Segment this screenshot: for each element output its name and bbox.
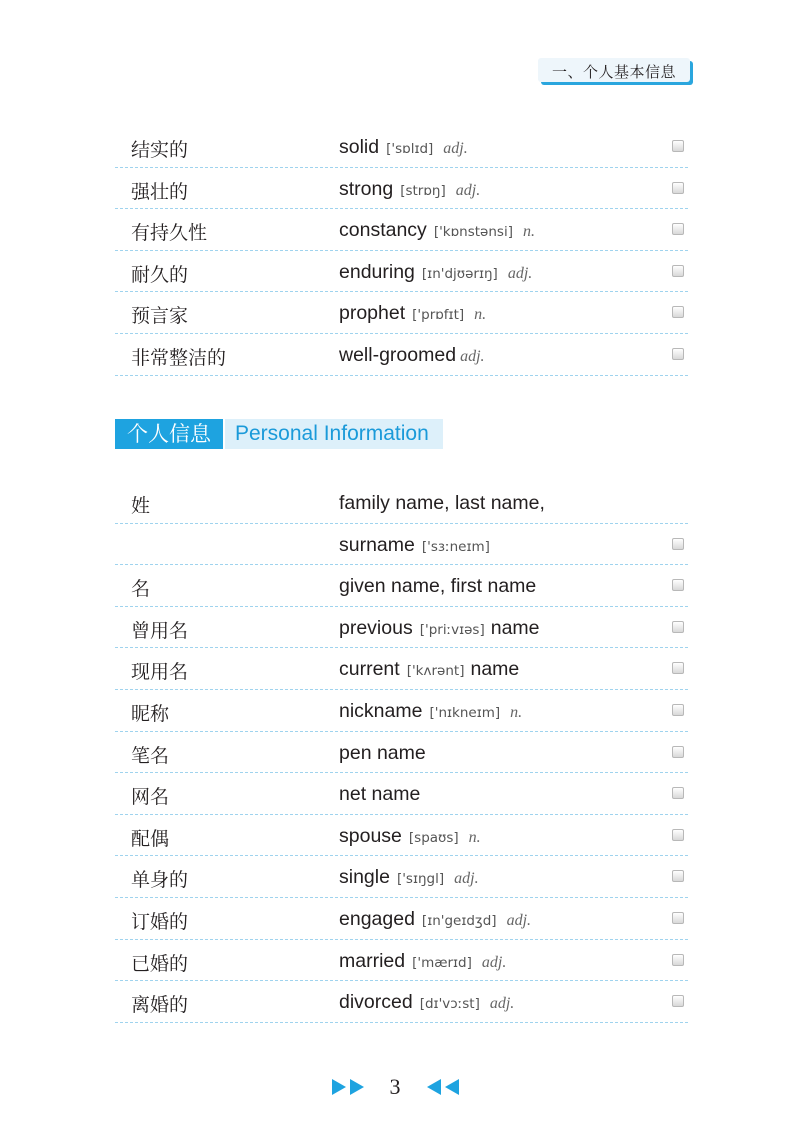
vocab-row <box>115 565 690 607</box>
english-term: given name, first name <box>339 575 537 598</box>
vocab-row <box>115 168 690 210</box>
checkbox[interactable] <box>672 662 684 674</box>
english-term: strong <box>339 177 394 200</box>
vocab-row <box>115 648 690 690</box>
checkbox[interactable] <box>672 995 684 1007</box>
phonetic: ['nɪkneɪm] <box>429 704 501 721</box>
part-of-speech: adj. <box>507 264 533 282</box>
part-of-speech: adj. <box>489 995 515 1013</box>
part-of-speech: adj. <box>443 140 468 157</box>
chinese-term: 预言家 <box>131 305 189 328</box>
checkbox[interactable] <box>672 140 684 152</box>
checkbox[interactable] <box>672 306 684 318</box>
phonetic: ['sɒlɪd] <box>386 141 434 157</box>
chinese-term: 耐久的 <box>131 263 189 286</box>
chinese-term: 配偶 <box>131 827 170 850</box>
english-term: divorced <box>339 991 413 1014</box>
english-term: current <box>339 658 400 681</box>
phonetic: [dɪ'vɔːst] <box>419 996 480 1013</box>
english-term-group <box>339 783 420 806</box>
chinese-term: 曾用名 <box>131 619 189 642</box>
chapter-title: 一、个人基本信息 <box>551 63 676 81</box>
english-term: single <box>339 866 390 889</box>
vocab-row <box>115 732 690 774</box>
vocab-row <box>115 898 690 940</box>
page-footer <box>0 1074 790 1100</box>
checkbox[interactable] <box>672 787 684 799</box>
english-term: married <box>339 949 406 972</box>
vocab-row <box>115 690 690 732</box>
english-term: pen name <box>339 741 426 764</box>
phonetic: ['priːvɪəs] <box>419 621 485 638</box>
english-term-group <box>339 908 531 931</box>
part-of-speech: adj. <box>454 870 479 888</box>
english-term: prophet <box>339 302 406 325</box>
left-arrows-icon <box>423 1079 459 1095</box>
vocab-row <box>115 607 690 649</box>
english-term-group <box>339 178 480 201</box>
english-term-group <box>339 492 545 515</box>
checkbox[interactable] <box>672 621 684 633</box>
vocab-row <box>115 856 690 898</box>
chinese-term: 姓 <box>131 495 151 517</box>
english-term-group <box>339 302 486 325</box>
english-term: engaged <box>339 907 415 930</box>
chinese-term: 名 <box>131 578 151 601</box>
phonetic: ['kʌrənt] <box>406 663 465 680</box>
vocab-row <box>115 292 690 334</box>
checkbox[interactable] <box>672 223 684 235</box>
phonetic: ['sɪŋgl] <box>396 871 445 888</box>
vocab-row <box>115 815 690 857</box>
english-term: surname <box>339 533 415 556</box>
vocab-list-top <box>115 126 690 376</box>
vocab-row <box>115 524 690 566</box>
english-term-group <box>339 742 426 765</box>
english-term-group <box>339 617 540 640</box>
phonetic: [ɪn'djʊərɪŋ] <box>421 265 498 282</box>
part-of-speech: adj. <box>460 347 485 365</box>
chapter-tab <box>538 58 690 82</box>
english-term-group <box>339 950 506 973</box>
phonetic: ['prɒfɪt] <box>412 307 465 324</box>
part-of-speech: adj. <box>455 181 481 199</box>
english-term-group <box>339 700 522 723</box>
part-of-speech: adj. <box>506 911 532 929</box>
checkbox[interactable] <box>672 579 684 591</box>
english-term: spouse <box>339 824 402 847</box>
part-of-speech: n. <box>468 828 481 846</box>
chinese-term: 单身的 <box>131 869 189 892</box>
english-term-group <box>339 991 514 1014</box>
checkbox[interactable] <box>672 870 684 882</box>
checkbox[interactable] <box>672 954 684 966</box>
checkbox[interactable] <box>672 829 684 841</box>
phonetic: [ɪn'geɪdʒd] <box>421 912 497 929</box>
english-term: family name, last name, <box>339 492 545 514</box>
vocab-row <box>115 940 690 982</box>
chinese-term: 现用名 <box>131 661 189 684</box>
english-term-suffix: name <box>490 616 540 639</box>
chinese-term: 结实的 <box>131 139 189 161</box>
vocab-row <box>115 482 690 524</box>
checkbox[interactable] <box>672 704 684 716</box>
english-term-group <box>339 658 519 681</box>
part-of-speech: n. <box>522 223 535 241</box>
part-of-speech: adj. <box>481 953 507 971</box>
section-title-en: Personal Information <box>225 419 443 449</box>
english-term-group <box>339 136 468 159</box>
english-term: well-groomed <box>339 343 457 366</box>
part-of-speech: n. <box>474 306 487 324</box>
chinese-term: 非常整洁的 <box>131 346 227 369</box>
vocab-row <box>115 251 690 293</box>
checkbox[interactable] <box>672 348 684 360</box>
phonetic: ['sɜːneɪm] <box>421 538 490 555</box>
vocab-row <box>115 126 690 168</box>
english-term: constancy <box>339 219 427 242</box>
vocab-row <box>115 773 690 815</box>
phonetic: ['mærɪd] <box>412 954 472 971</box>
english-term-suffix: name <box>470 658 520 681</box>
english-term-group <box>339 825 481 848</box>
chinese-term: 离婚的 <box>131 994 189 1017</box>
vocab-list-personal-info <box>115 482 690 1023</box>
chinese-term: 网名 <box>131 786 170 809</box>
phonetic: ['kɒnstənsi] <box>433 224 513 241</box>
checkbox[interactable] <box>672 746 684 758</box>
checkbox[interactable] <box>672 182 684 194</box>
checkbox[interactable] <box>672 538 684 550</box>
right-arrows-icon <box>332 1079 368 1095</box>
vocab-row <box>115 209 690 251</box>
english-term-group <box>339 344 485 367</box>
chinese-term: 笔名 <box>131 744 170 767</box>
english-term-group <box>339 261 532 284</box>
chinese-term: 强壮的 <box>131 180 189 203</box>
part-of-speech: n. <box>510 703 523 721</box>
chinese-term: 订婚的 <box>131 910 189 933</box>
english-term-group <box>339 575 536 598</box>
english-term: solid <box>339 136 380 158</box>
english-term-group <box>339 219 535 242</box>
section-title-zh: 个人信息 <box>115 419 223 449</box>
section-heading <box>115 419 443 449</box>
vocab-row <box>115 981 690 1023</box>
english-term-group <box>339 534 496 557</box>
english-term: net name <box>339 783 421 806</box>
english-term: nickname <box>339 699 423 722</box>
chinese-term: 昵称 <box>131 702 170 725</box>
chinese-term: 已婚的 <box>131 952 189 975</box>
phonetic: [strɒŋ] <box>400 182 446 199</box>
english-term: enduring <box>339 260 415 283</box>
checkbox[interactable] <box>672 265 684 277</box>
english-term: previous <box>339 616 413 639</box>
phonetic: [spaʊs] <box>408 829 459 846</box>
english-term-group <box>339 866 479 889</box>
chinese-term: 有持久性 <box>131 222 208 245</box>
checkbox[interactable] <box>672 912 684 924</box>
page-number: 3 <box>389 1074 401 1099</box>
vocab-row <box>115 334 690 376</box>
